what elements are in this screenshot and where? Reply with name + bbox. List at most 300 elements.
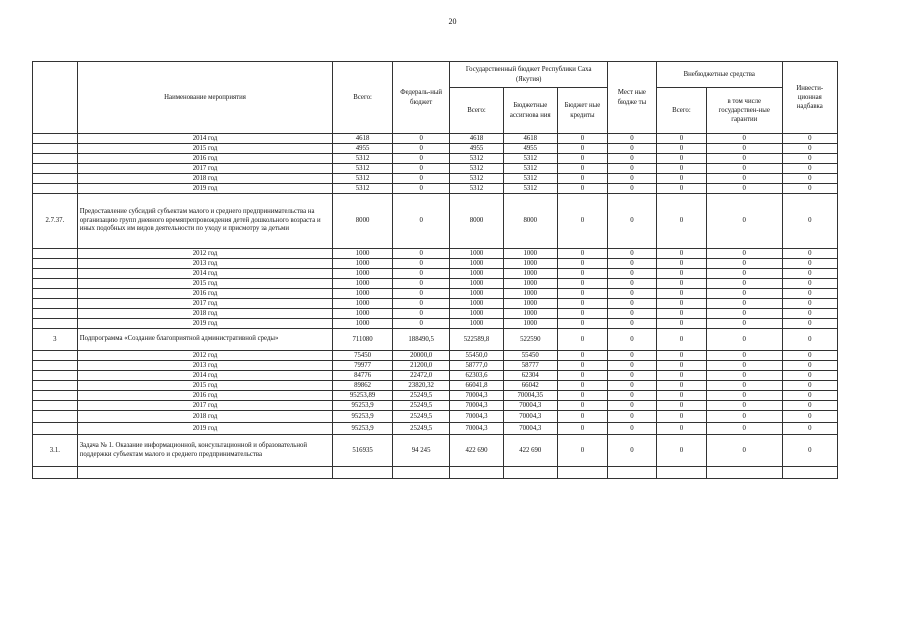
cell-total: 1000 bbox=[333, 259, 393, 269]
cell-local: 0 bbox=[607, 164, 656, 174]
cell-local: 0 bbox=[607, 289, 656, 299]
table-row bbox=[33, 174, 838, 184]
row-number bbox=[33, 371, 78, 381]
cell-invest: 0 bbox=[782, 154, 837, 164]
cell-extra-total: 0 bbox=[656, 259, 706, 269]
cell-extra-total: 0 bbox=[656, 269, 706, 279]
cell-total: 95253,9 bbox=[333, 423, 393, 435]
budget-table bbox=[32, 61, 838, 479]
cell-federal: 0 bbox=[392, 299, 450, 309]
cell-federal: 0 bbox=[392, 154, 450, 164]
empty-cell bbox=[392, 467, 450, 479]
row-number bbox=[33, 411, 78, 423]
cell-local: 0 bbox=[607, 351, 656, 361]
cell-total: 516935 bbox=[333, 435, 393, 467]
cell-federal: 0 bbox=[392, 269, 450, 279]
row-name: 2015 год bbox=[77, 279, 333, 289]
cell-extra-total: 0 bbox=[656, 279, 706, 289]
row-number bbox=[33, 309, 78, 319]
cell-extra-total: 0 bbox=[656, 289, 706, 299]
cell-total: 5312 bbox=[333, 154, 393, 164]
cell-local: 0 bbox=[607, 134, 656, 144]
cell-federal: 0 bbox=[392, 194, 450, 249]
cell-state-total: 1000 bbox=[450, 289, 503, 299]
cell-total: 75450 bbox=[333, 351, 393, 361]
cell-invest: 0 bbox=[782, 259, 837, 269]
cell-total: 1000 bbox=[333, 319, 393, 329]
cell-credits: 0 bbox=[557, 174, 607, 184]
cell-extra-guarantee: 0 bbox=[706, 423, 782, 435]
invest-column-header: Инвести-ционная надбавка bbox=[782, 62, 837, 134]
cell-state-assign: 70004,3 bbox=[503, 423, 557, 435]
row-name: 2016 год bbox=[77, 289, 333, 299]
row-number bbox=[33, 361, 78, 371]
cell-state-assign: 1000 bbox=[503, 289, 557, 299]
table-row bbox=[33, 391, 838, 401]
state-credits-column-header: Бюджет ные кредиты bbox=[557, 88, 607, 134]
cell-state-assign: 5312 bbox=[503, 154, 557, 164]
cell-extra-total: 0 bbox=[656, 249, 706, 259]
cell-invest: 0 bbox=[782, 401, 837, 411]
cell-extra-total: 0 bbox=[656, 299, 706, 309]
cell-state-assign: 70004,3 bbox=[503, 411, 557, 423]
cell-local: 0 bbox=[607, 411, 656, 423]
cell-state-assign: 1000 bbox=[503, 249, 557, 259]
cell-credits: 0 bbox=[557, 134, 607, 144]
cell-total: 1000 bbox=[333, 249, 393, 259]
cell-extra-guarantee: 0 bbox=[706, 391, 782, 401]
row-number bbox=[33, 289, 78, 299]
cell-total: 1000 bbox=[333, 299, 393, 309]
row-name: 2019 год bbox=[77, 319, 333, 329]
cell-federal: 0 bbox=[392, 174, 450, 184]
name-column-header: Наименование мероприятия bbox=[77, 62, 333, 134]
row-name: 2013 год bbox=[77, 259, 333, 269]
cell-extra-total: 0 bbox=[656, 194, 706, 249]
cell-extra-total: 0 bbox=[656, 391, 706, 401]
cell-total: 4955 bbox=[333, 144, 393, 154]
cell-extra-total: 0 bbox=[656, 134, 706, 144]
cell-extra-total: 0 bbox=[656, 144, 706, 154]
table-row bbox=[33, 329, 838, 351]
cell-credits: 0 bbox=[557, 361, 607, 371]
cell-state-total: 4618 bbox=[450, 134, 503, 144]
number-column-header bbox=[33, 62, 78, 134]
cell-federal: 0 bbox=[392, 319, 450, 329]
cell-extra-guarantee: 0 bbox=[706, 289, 782, 299]
table-row bbox=[33, 435, 838, 467]
cell-total: 95253,89 bbox=[333, 391, 393, 401]
row-number bbox=[33, 381, 78, 391]
cell-local: 0 bbox=[607, 319, 656, 329]
cell-invest: 0 bbox=[782, 299, 837, 309]
cell-credits: 0 bbox=[557, 269, 607, 279]
table-row bbox=[33, 279, 838, 289]
cell-state-assign: 70004,35 bbox=[503, 391, 557, 401]
cell-state-total: 1000 bbox=[450, 279, 503, 289]
cell-local: 0 bbox=[607, 249, 656, 259]
cell-local: 0 bbox=[607, 435, 656, 467]
cell-credits: 0 bbox=[557, 194, 607, 249]
cell-extra-guarantee: 0 bbox=[706, 329, 782, 351]
cell-state-total: 5312 bbox=[450, 184, 503, 194]
cell-credits: 0 bbox=[557, 309, 607, 319]
cell-credits: 0 bbox=[557, 329, 607, 351]
cell-extra-guarantee: 0 bbox=[706, 174, 782, 184]
cell-state-assign: 1000 bbox=[503, 259, 557, 269]
cell-total: 89862 bbox=[333, 381, 393, 391]
cell-local: 0 bbox=[607, 371, 656, 381]
row-number: 3.1. bbox=[33, 435, 78, 467]
cell-extra-guarantee: 0 bbox=[706, 381, 782, 391]
cell-extra-guarantee: 0 bbox=[706, 144, 782, 154]
cell-invest: 0 bbox=[782, 184, 837, 194]
cell-extra-guarantee: 0 bbox=[706, 351, 782, 361]
cell-local: 0 bbox=[607, 259, 656, 269]
cell-local: 0 bbox=[607, 184, 656, 194]
cell-credits: 0 bbox=[557, 299, 607, 309]
table-header bbox=[33, 62, 838, 134]
empty-cell bbox=[557, 467, 607, 479]
cell-state-assign: 62304 bbox=[503, 371, 557, 381]
cell-state-assign: 5312 bbox=[503, 184, 557, 194]
cell-extra-guarantee: 0 bbox=[706, 184, 782, 194]
table-row bbox=[33, 423, 838, 435]
cell-state-total: 1000 bbox=[450, 259, 503, 269]
cell-extra-total: 0 bbox=[656, 154, 706, 164]
table-row-empty bbox=[33, 467, 838, 479]
cell-total: 5312 bbox=[333, 184, 393, 194]
row-name: 2016 год bbox=[77, 154, 333, 164]
cell-local: 0 bbox=[607, 381, 656, 391]
cell-extra-guarantee: 0 bbox=[706, 319, 782, 329]
cell-extra-guarantee: 0 bbox=[706, 435, 782, 467]
row-number bbox=[33, 249, 78, 259]
row-name: 2017 год bbox=[77, 401, 333, 411]
cell-extra-guarantee: 0 bbox=[706, 164, 782, 174]
cell-credits: 0 bbox=[557, 423, 607, 435]
table-row bbox=[33, 194, 838, 249]
cell-state-total: 1000 bbox=[450, 319, 503, 329]
cell-state-total: 5312 bbox=[450, 164, 503, 174]
table-row bbox=[33, 259, 838, 269]
cell-local: 0 bbox=[607, 423, 656, 435]
cell-invest: 0 bbox=[782, 351, 837, 361]
cell-extra-guarantee: 0 bbox=[706, 154, 782, 164]
table-row bbox=[33, 289, 838, 299]
cell-extra-total: 0 bbox=[656, 435, 706, 467]
cell-total: 1000 bbox=[333, 289, 393, 299]
table-row bbox=[33, 299, 838, 309]
cell-federal: 0 bbox=[392, 249, 450, 259]
cell-invest: 0 bbox=[782, 381, 837, 391]
cell-federal: 94 245 bbox=[392, 435, 450, 467]
row-number bbox=[33, 144, 78, 154]
row-name: 2019 год bbox=[77, 184, 333, 194]
cell-federal: 22472,0 bbox=[392, 371, 450, 381]
table-body bbox=[33, 134, 838, 479]
cell-invest: 0 bbox=[782, 249, 837, 259]
cell-invest: 0 bbox=[782, 423, 837, 435]
cell-federal: 20000,0 bbox=[392, 351, 450, 361]
cell-total: 1000 bbox=[333, 269, 393, 279]
cell-federal: 25249,5 bbox=[392, 423, 450, 435]
cell-local: 0 bbox=[607, 391, 656, 401]
page-number: 20 bbox=[448, 17, 457, 26]
cell-local: 0 bbox=[607, 329, 656, 351]
cell-invest: 0 bbox=[782, 194, 837, 249]
cell-state-total: 8000 bbox=[450, 194, 503, 249]
cell-state-assign: 58777 bbox=[503, 361, 557, 371]
row-number bbox=[33, 391, 78, 401]
cell-total: 711080 bbox=[333, 329, 393, 351]
cell-state-assign: 1000 bbox=[503, 279, 557, 289]
table-row bbox=[33, 154, 838, 164]
cell-total: 1000 bbox=[333, 309, 393, 319]
table-row bbox=[33, 411, 838, 423]
cell-state-total: 5312 bbox=[450, 174, 503, 184]
row-name: 2014 год bbox=[77, 371, 333, 381]
cell-state-total: 55450,0 bbox=[450, 351, 503, 361]
cell-federal: 0 bbox=[392, 279, 450, 289]
table-row bbox=[33, 319, 838, 329]
cell-local: 0 bbox=[607, 269, 656, 279]
cell-invest: 0 bbox=[782, 279, 837, 289]
cell-extra-total: 0 bbox=[656, 381, 706, 391]
table-row bbox=[33, 249, 838, 259]
cell-extra-guarantee: 0 bbox=[706, 371, 782, 381]
cell-credits: 0 bbox=[557, 164, 607, 174]
extra-budget-group-header: Внебюджетные средства bbox=[656, 62, 782, 88]
row-number bbox=[33, 184, 78, 194]
cell-extra-guarantee: 0 bbox=[706, 299, 782, 309]
row-name: 2018 год bbox=[77, 309, 333, 319]
cell-state-total: 522589,8 bbox=[450, 329, 503, 351]
cell-extra-total: 0 bbox=[656, 329, 706, 351]
row-name: Подпрограмма «Создание благоприятной административной среды» bbox=[77, 329, 333, 351]
cell-extra-total: 0 bbox=[656, 319, 706, 329]
cell-federal: 21200,0 bbox=[392, 361, 450, 371]
cell-state-assign: 5312 bbox=[503, 164, 557, 174]
cell-extra-total: 0 bbox=[656, 361, 706, 371]
cell-invest: 0 bbox=[782, 174, 837, 184]
cell-extra-guarantee: 0 bbox=[706, 411, 782, 423]
cell-extra-total: 0 bbox=[656, 371, 706, 381]
cell-state-total: 1000 bbox=[450, 309, 503, 319]
cell-federal: 0 bbox=[392, 289, 450, 299]
cell-federal: 25249,5 bbox=[392, 401, 450, 411]
row-name: 2012 год bbox=[77, 351, 333, 361]
table-row bbox=[33, 184, 838, 194]
row-number: 2.7.37. bbox=[33, 194, 78, 249]
row-number bbox=[33, 401, 78, 411]
cell-federal: 0 bbox=[392, 259, 450, 269]
empty-cell bbox=[450, 467, 503, 479]
cell-local: 0 bbox=[607, 401, 656, 411]
extra-guarantee-column-header: в том числе государствен-ные гарантии bbox=[706, 88, 782, 134]
cell-state-assign: 1000 bbox=[503, 319, 557, 329]
cell-state-total: 5312 bbox=[450, 154, 503, 164]
cell-federal: 0 bbox=[392, 134, 450, 144]
cell-federal: 0 bbox=[392, 144, 450, 154]
empty-cell bbox=[333, 467, 393, 479]
cell-state-total: 70004,3 bbox=[450, 423, 503, 435]
cell-total: 5312 bbox=[333, 164, 393, 174]
cell-state-assign: 5312 bbox=[503, 174, 557, 184]
row-name: Задача № 1. Оказание информационной, консультационной и образовательной поддержки субъектам малого и среднего предпринимательства bbox=[77, 435, 333, 467]
table-row bbox=[33, 164, 838, 174]
cell-credits: 0 bbox=[557, 319, 607, 329]
cell-state-total: 58777,0 bbox=[450, 361, 503, 371]
empty-cell bbox=[33, 467, 78, 479]
table-row bbox=[33, 351, 838, 361]
cell-state-total: 66041,8 bbox=[450, 381, 503, 391]
cell-extra-guarantee: 0 bbox=[706, 194, 782, 249]
cell-state-assign: 4955 bbox=[503, 144, 557, 154]
cell-total: 4618 bbox=[333, 134, 393, 144]
cell-state-assign: 1000 bbox=[503, 309, 557, 319]
cell-state-assign: 70004,3 bbox=[503, 401, 557, 411]
cell-state-total: 4955 bbox=[450, 144, 503, 154]
cell-invest: 0 bbox=[782, 134, 837, 144]
row-number bbox=[33, 134, 78, 144]
cell-extra-guarantee: 0 bbox=[706, 401, 782, 411]
cell-invest: 0 bbox=[782, 411, 837, 423]
cell-extra-guarantee: 0 bbox=[706, 259, 782, 269]
cell-state-total: 70004,3 bbox=[450, 401, 503, 411]
empty-cell bbox=[782, 467, 837, 479]
row-name: 2015 год bbox=[77, 381, 333, 391]
cell-invest: 0 bbox=[782, 309, 837, 319]
empty-cell bbox=[706, 467, 782, 479]
cell-state-total: 1000 bbox=[450, 299, 503, 309]
cell-local: 0 bbox=[607, 279, 656, 289]
cell-extra-guarantee: 0 bbox=[706, 279, 782, 289]
cell-credits: 0 bbox=[557, 401, 607, 411]
cell-credits: 0 bbox=[557, 289, 607, 299]
row-name: 2015 год bbox=[77, 144, 333, 154]
cell-total: 1000 bbox=[333, 279, 393, 289]
cell-invest: 0 bbox=[782, 269, 837, 279]
cell-state-assign: 1000 bbox=[503, 269, 557, 279]
row-number bbox=[33, 164, 78, 174]
cell-extra-total: 0 bbox=[656, 184, 706, 194]
cell-extra-guarantee: 0 bbox=[706, 269, 782, 279]
extra-total-column-header: Всего: bbox=[656, 88, 706, 134]
cell-credits: 0 bbox=[557, 435, 607, 467]
cell-invest: 0 bbox=[782, 289, 837, 299]
cell-local: 0 bbox=[607, 144, 656, 154]
cell-local: 0 bbox=[607, 361, 656, 371]
cell-state-total: 1000 bbox=[450, 249, 503, 259]
empty-cell bbox=[607, 467, 656, 479]
cell-local: 0 bbox=[607, 309, 656, 319]
cell-total: 79977 bbox=[333, 361, 393, 371]
cell-federal: 23820,32 bbox=[392, 381, 450, 391]
cell-federal: 25249,5 bbox=[392, 411, 450, 423]
cell-state-assign: 1000 bbox=[503, 299, 557, 309]
row-name: 2016 год bbox=[77, 391, 333, 401]
cell-credits: 0 bbox=[557, 391, 607, 401]
cell-invest: 0 bbox=[782, 371, 837, 381]
local-column-header: Мест ные бюдже ты bbox=[607, 62, 656, 134]
cell-state-assign: 66042 bbox=[503, 381, 557, 391]
cell-federal: 0 bbox=[392, 184, 450, 194]
cell-state-total: 70004,3 bbox=[450, 411, 503, 423]
cell-credits: 0 bbox=[557, 249, 607, 259]
cell-invest: 0 bbox=[782, 164, 837, 174]
row-name: 2017 год bbox=[77, 299, 333, 309]
row-number: 3 bbox=[33, 329, 78, 351]
cell-state-assign: 422 690 bbox=[503, 435, 557, 467]
table-row bbox=[33, 401, 838, 411]
cell-invest: 0 bbox=[782, 319, 837, 329]
cell-invest: 0 bbox=[782, 144, 837, 154]
federal-column-header: Федераль-ный бюджет bbox=[392, 62, 450, 134]
cell-total: 84776 bbox=[333, 371, 393, 381]
row-name: 2014 год bbox=[77, 134, 333, 144]
state-total-column-header: Всего: bbox=[450, 88, 503, 134]
state-assign-column-header: Бюджетные ассигнова ния bbox=[503, 88, 557, 134]
cell-federal: 188490,5 bbox=[392, 329, 450, 351]
cell-total: 8000 bbox=[333, 194, 393, 249]
cell-total: 5312 bbox=[333, 174, 393, 184]
cell-credits: 0 bbox=[557, 259, 607, 269]
total-column-header: Всего: bbox=[333, 62, 393, 134]
empty-cell bbox=[503, 467, 557, 479]
cell-total: 95253,9 bbox=[333, 401, 393, 411]
cell-invest: 0 bbox=[782, 361, 837, 371]
row-name: 2017 год bbox=[77, 164, 333, 174]
cell-state-assign: 55450 bbox=[503, 351, 557, 361]
cell-state-total: 62303,6 bbox=[450, 371, 503, 381]
cell-extra-guarantee: 0 bbox=[706, 134, 782, 144]
cell-credits: 0 bbox=[557, 279, 607, 289]
row-number bbox=[33, 299, 78, 309]
cell-credits: 0 bbox=[557, 381, 607, 391]
row-number bbox=[33, 319, 78, 329]
row-name: 2018 год bbox=[77, 174, 333, 184]
cell-extra-total: 0 bbox=[656, 423, 706, 435]
cell-extra-total: 0 bbox=[656, 401, 706, 411]
row-name: 2013 год bbox=[77, 361, 333, 371]
cell-extra-total: 0 bbox=[656, 174, 706, 184]
table-row bbox=[33, 144, 838, 154]
cell-invest: 0 bbox=[782, 435, 837, 467]
cell-extra-guarantee: 0 bbox=[706, 249, 782, 259]
row-number bbox=[33, 351, 78, 361]
cell-extra-guarantee: 0 bbox=[706, 361, 782, 371]
row-name: Предоставление субсидий субъектам малого и среднего предпринимательства на организацию групп дневного времяпрепровождения детей дошкольного возраста и иных подобных им видов деятельности по уходу и присмотру за детьми bbox=[77, 194, 333, 249]
row-name: 2018 год bbox=[77, 411, 333, 423]
table-row bbox=[33, 269, 838, 279]
row-number bbox=[33, 259, 78, 269]
row-number bbox=[33, 423, 78, 435]
cell-state-total: 422 690 bbox=[450, 435, 503, 467]
cell-federal: 0 bbox=[392, 309, 450, 319]
cell-state-assign: 8000 bbox=[503, 194, 557, 249]
cell-local: 0 bbox=[607, 194, 656, 249]
cell-credits: 0 bbox=[557, 411, 607, 423]
cell-local: 0 bbox=[607, 299, 656, 309]
cell-credits: 0 bbox=[557, 144, 607, 154]
table-row bbox=[33, 381, 838, 391]
row-number bbox=[33, 174, 78, 184]
cell-extra-total: 0 bbox=[656, 411, 706, 423]
table-row bbox=[33, 361, 838, 371]
cell-credits: 0 bbox=[557, 371, 607, 381]
cell-state-total: 70004,3 bbox=[450, 391, 503, 401]
